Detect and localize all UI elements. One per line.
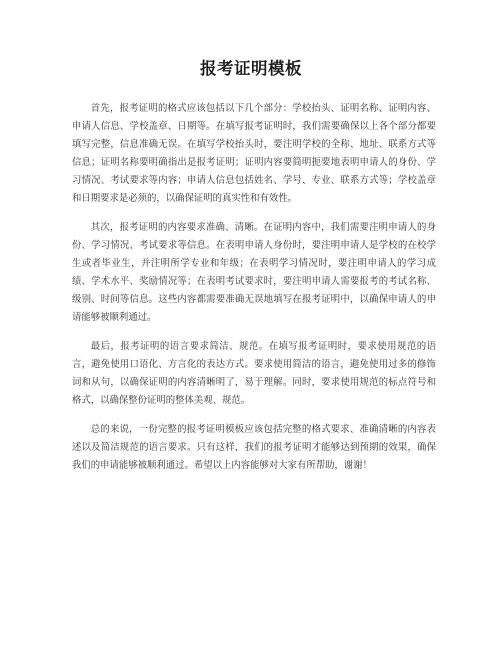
paragraph-format: 首先，报考证明的格式应该包括以下几个部分：学校抬头、证明名称、证明内容、申请人信息、学校盖章、日期等。在填写报考证明时，我们需要确保以上各个部分都要填写完整，信息准确无误。在填写学校抬头时，要注明学校的全称、地址、联系方式等信息；证明名称要明确指出是报考证明；证明内容要简明扼要地表明申请人的身份、学习情况、考试要求等内容；申请人信息包括姓名、学号、专业、联系方式等；学校盖章和日期要求是必须的，以确保证明的真实性和有效性。 (72, 103, 436, 204)
paragraph-content: 其次，报考证明的内容要求准确、清晰。在证明内容中，我们需要注明申请人的身份、学习情况、考试要求等信息。在表明申请人身份时，要注明申请人是学校的在校学生或者毕业生，并注明所学专业和年级；在表明学习情况时，要注明申请人的学习成绩、学术水平、奖励情况等；在表明考试要求时，要注明申请人需要报考的考试名称、级别、时间等信息。这些内容都需要准确无误地填写在报考证明中，以确保申请人的申请能够被顺利通过。 (72, 222, 436, 323)
document-title: 报考证明模板 (200, 59, 302, 78)
paragraph-summary: 总的来说，一份完整的报考证明模板应该包括完整的格式要求、准确清晰的内容表述以及简洁规范的语言要求。只有这样，我们的报考证明才能够达到预期的效果，确保我们的申请能够被顺利通过。希望以上内容能够对大家有所帮助，谢谢！ (72, 424, 436, 471)
document-body (72, 100, 436, 486)
paragraph-language: 最后，报考证明的语言要求简洁、规范。在填写报考证明时，要求使用规范的语言，避免使用口语化、方言化的表达方式。要求使用简洁的语言，避免使用过多的修饰词和从句，以确保证明的内容清晰明了，易于理解。同时，要求使用规范的标点符号和格式，以确保整份证明的整体美观、规范。 (72, 341, 436, 406)
